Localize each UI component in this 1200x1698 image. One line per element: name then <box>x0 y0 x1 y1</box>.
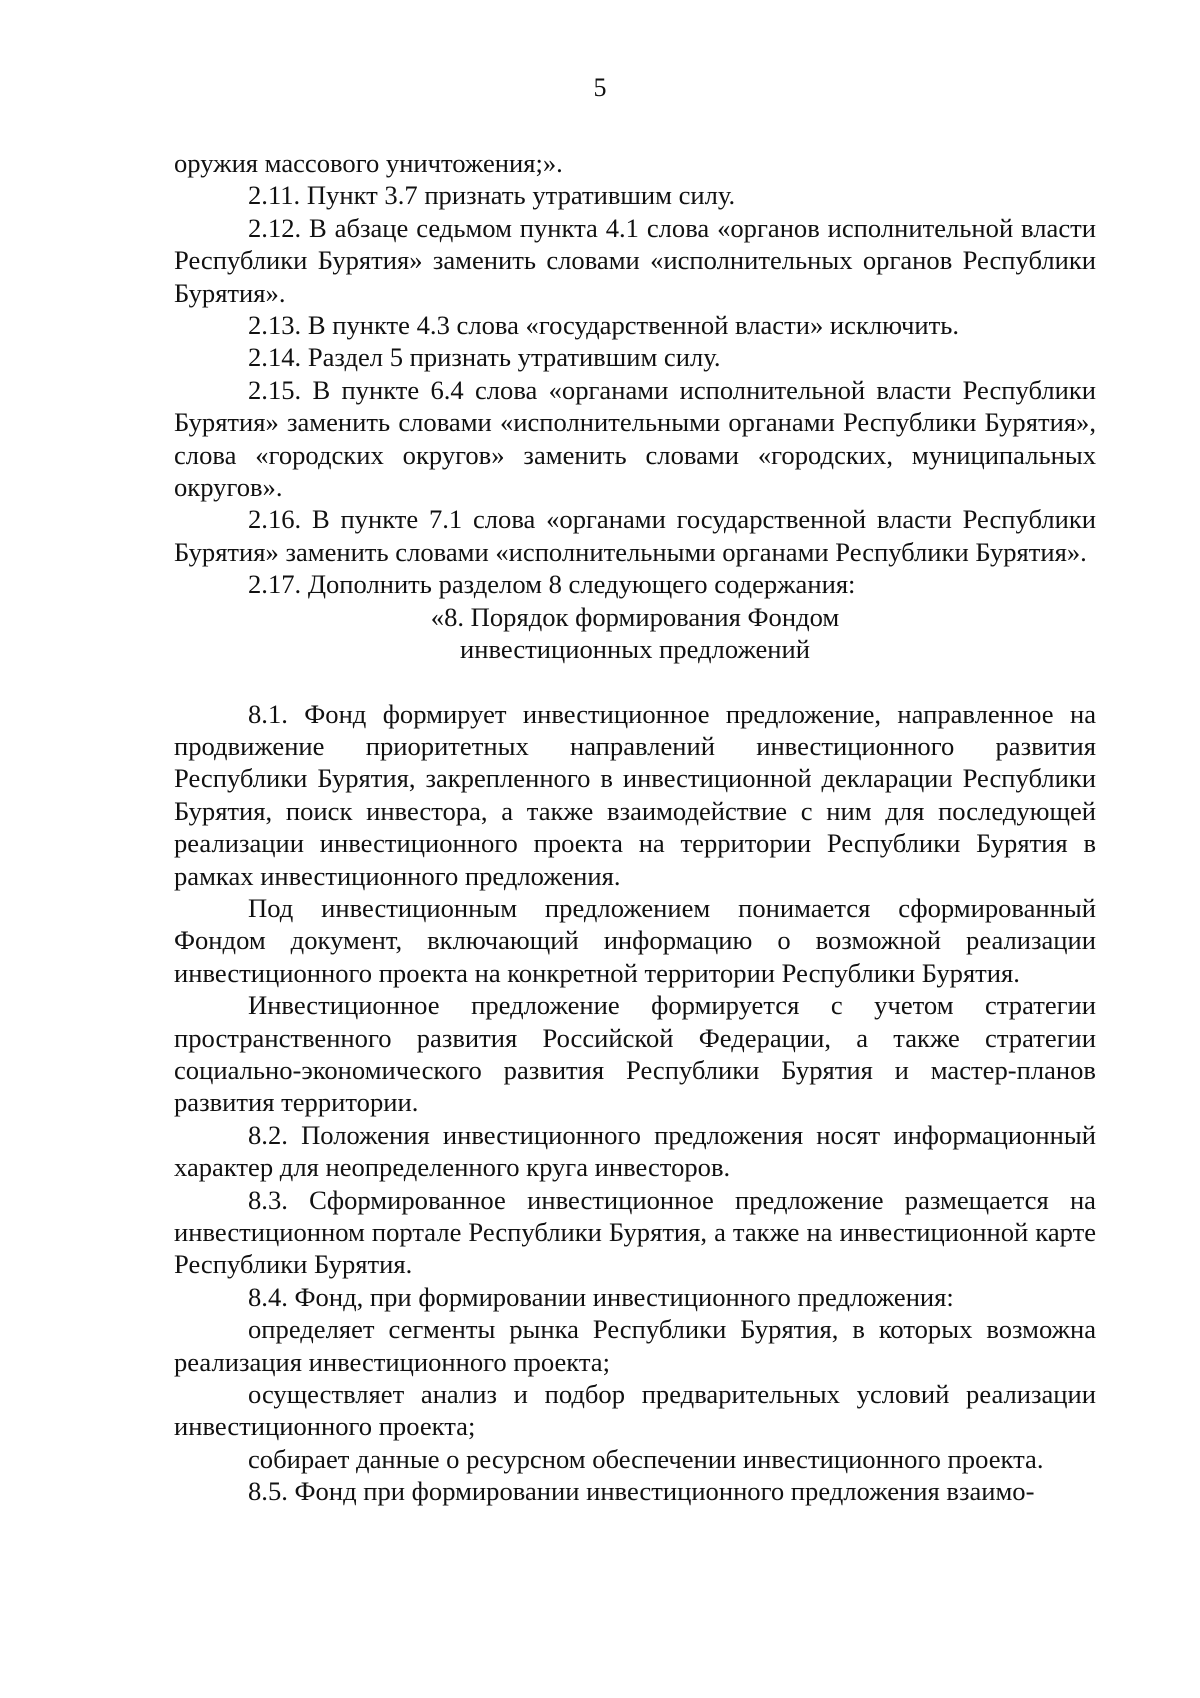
paragraph-2-11: 2.11. Пункт 3.7 признать утратившим силу. <box>248 180 736 211</box>
paragraph-8-4: 8.4. Фонд, при формировании инвестиционного предложения: <box>248 1281 954 1312</box>
paragraph-market-segments: определяет сегменты рынка Республики Бурятия, в которых возможна реализация инвестиционного проекта; <box>174 1314 1096 1377</box>
paragraph-2-13: 2.13. В пункте 4.3 слова «государственной власти» исключить. <box>248 310 959 341</box>
paragraph-8-1: 8.1. Фонд формирует инвестиционное предложение, направленное на продвижение приоритетных направлений инвестиционного развития Республики Бурятия, закрепленного в инвестиционной декларации Республики Бурятия, поиск инвестора, а также взаимодействие с ним для последующей реализации инвестиционного проекта на территории Республики Бурятия в рамках инвестиционного предложения. <box>174 698 1096 891</box>
paragraph-8-3: 8.3. Сформированное инвестиционное предложение размещается на инвестиционном портале Республики Бурятия, а также на инвестиционной карте Республики Бурятия. <box>174 1184 1096 1280</box>
page-number: 5 <box>593 73 607 102</box>
paragraph-2-15: 2.15. В пункте 6.4 слова «органами исполнительной власти Республики Бурятия» заменить словами «исполнительными органами Республики Бурятия», слова «городских округов» заменить словами «городских, муниципальных округов». <box>174 374 1096 503</box>
document-body <box>174 147 1096 1508</box>
paragraph-8-5: 8.5. Фонд при формировании инвестиционного предложения взаимо- <box>248 1476 1035 1507</box>
paragraph-2-12: 2.12. В абзаце седьмом пункта 4.1 слова «органов исполнительной власти Республики Бурятия» заменить словами «исполнительных органов Республики Бурятия». <box>174 212 1096 308</box>
paragraph-2-16: 2.16. В пункте 7.1 слова «органами государственной власти Республики Бурятия» заменить словами «исполнительными органами Республики Бурятия». <box>174 504 1096 567</box>
paragraph-continuation: оружия массового уничтожения;». <box>174 148 563 178</box>
heading-spacer <box>174 666 1096 698</box>
section-heading-line-2: инвестиционных предложений <box>460 634 810 665</box>
paragraph-investment-strategy: Инвестиционное предложение формируется с учетом стратегии пространственного развития Российской Федерации, а также стратегии социально-экономического развития Республики Бурятия и мастер-планов развития территории. <box>174 990 1096 1118</box>
paragraph-preliminary-conditions: осуществляет анализ и подбор предварительных условий реализации инвестиционного проекта; <box>174 1379 1096 1442</box>
section-heading-line-1: «8. Порядок формирования Фондом <box>430 601 840 632</box>
paragraph-2-17: 2.17. Дополнить разделом 8 следующего содержания: <box>248 569 856 600</box>
paragraph-2-14: 2.14. Раздел 5 признать утратившим силу. <box>248 342 721 373</box>
paragraph-8-2: 8.2. Положения инвестиционного предложения носят информационный характер для неопределенного круга инвесторов. <box>174 1119 1096 1183</box>
paragraph-investment-definition: Под инвестиционным предложением понимается сформированный Фондом документ, включающий информацию о возможной реализации инвестиционного проекта на конкретной территории Республики Бурятия. <box>174 892 1096 988</box>
paragraph-resource-data: собирает данные о ресурсном обеспечении инвестиционного проекта. <box>248 1443 1044 1474</box>
